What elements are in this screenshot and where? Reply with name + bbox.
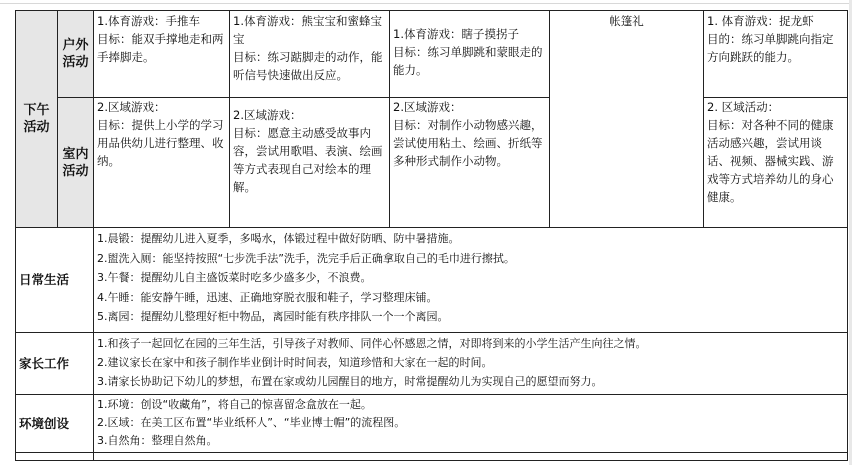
environment-header: 环境创设 [16,395,94,453]
parent-work-item: 2.建议家长在家中和孩子制作毕业倒计时时间表，知道珍惜和大家在一起的时间。 [97,356,493,369]
col5-indoor-title: 2. 区域活动： [707,100,780,114]
page-top-edge [0,3,852,4]
col1-indoor-title: 2.区域游戏： [97,100,166,114]
afternoon-indoor-row [16,98,848,228]
afternoon-outdoor-row [16,11,848,98]
col3-indoor-goal: 目标：对制作小动物感兴趣，尝试使用粘土、绘画、折纸等多种形式制作小动物。 [393,118,543,168]
col5-outdoor-goal: 目的：练习单脚跳向指定方向跳跃的能力。 [707,32,834,64]
environment-item: 1.环境：创设“收藏角”，将自己的惊喜留念盒放在一起。 [97,398,372,411]
daily-life-row [16,228,848,333]
afternoon-activity-header: 下午活动 [16,11,58,228]
parent-work-item: 1.和孩子一起回忆在园的三年生活，引导孩子对教师、同伴心怀感恩之情，对即将到来的小学生活产生向往之情。 [97,337,647,350]
col2-indoor-cell [230,98,390,228]
daily-life-item: 1.晨锻：提醒幼儿进入夏季，多喝水，体锻过程中做好防晒、防中暑措施。 [97,232,460,245]
environment-content [94,395,848,453]
col1-outdoor-title: 1.体育游戏：手推车 [97,14,200,28]
daily-life-item: 3.午餐：提醒幼儿自主盛饭菜时吃多少盛多少，不浪费。 [97,271,372,284]
daily-life-item: 2.盥洗入厕：能坚持按照“七步洗手法”洗手，洗完手后正确拿取自己的毛巾进行擦拭。 [97,251,515,265]
environment-item: 3.自然角：整理自然角。 [97,434,218,447]
col3-indoor-cell [390,98,550,228]
col1-outdoor-cell [94,11,230,98]
next-row-header-partial [16,453,94,461]
col4-merged-text: 帐篷礼 [609,14,644,28]
environment-row [16,395,848,453]
parent-work-row [16,333,848,395]
daily-life-header: 日常生活 [16,228,94,333]
daily-life-item: 5.离园：提醒幼儿整理好柜中物品，离园时能有秩序排队一个一个离园。 [97,310,449,323]
col2-outdoor-goal: 目标：练习踮脚走的动作，能听信号快速做出反应。 [233,50,383,82]
col2-outdoor-title: 1.体育游戏：熊宝宝和蜜蜂宝宝 [233,14,382,46]
col3-indoor-title: 2.区域游戏： [393,100,462,114]
col2-indoor-goal: 目标：愿意主动感受故事内容，尝试用歌唱、表演、绘画等方式表现自己对绘本的理解。 [233,126,383,194]
col5-indoor-cell [704,98,848,228]
col2-indoor-title: 2.区域游戏： [233,108,302,122]
daily-life-item: 4.午睡：能安静午睡，迅速、正确地穿脱衣服和鞋子，学习整理床铺。 [97,290,438,304]
indoor-activity-header: 室内活动 [58,98,94,228]
next-row-content-partial [94,453,848,461]
col3-outdoor-title: 1.体育游戏：瞎子摸拐子 [393,27,519,41]
col3-outdoor-goal: 目标：练习单脚跳和蒙眼走的能力。 [393,45,543,77]
weekly-plan-table [15,10,848,461]
col1-indoor-cell [94,98,230,228]
environment-item: 2.区域：在美工区布置“毕业纸杯人”、“毕业博士帽”的流程图。 [97,416,406,429]
parent-work-item: 3.请家长协助记下幼儿的梦想，布置在家或幼儿园醒目的地方，时常提醒幼儿为实现自己的愿望而努力。 [97,375,603,388]
parent-work-header: 家长工作 [16,333,94,395]
col1-outdoor-goal: 目标：能双手撑地走和两手捧脚走。 [97,32,224,64]
col5-outdoor-cell [704,11,848,98]
next-row-partial [16,453,848,461]
col1-indoor-goal: 目标：提供上小学的学习用品供幼儿进行整理、收纳。 [97,118,224,168]
outdoor-activity-header: 户外活动 [58,11,94,98]
col3-outdoor-cell [390,11,550,98]
col5-indoor-goal: 目标：对各种不同的健康活动感兴趣，尝试用谈话、视频、器械实践、游戏等方式培养幼儿的身心健康。 [707,118,834,204]
col5-outdoor-title: 1. 体育游戏：捉龙虾 [707,14,814,28]
parent-work-content [94,333,848,395]
col4-merged-cell [550,11,704,228]
col2-outdoor-cell [230,11,390,98]
daily-life-content [94,228,848,333]
